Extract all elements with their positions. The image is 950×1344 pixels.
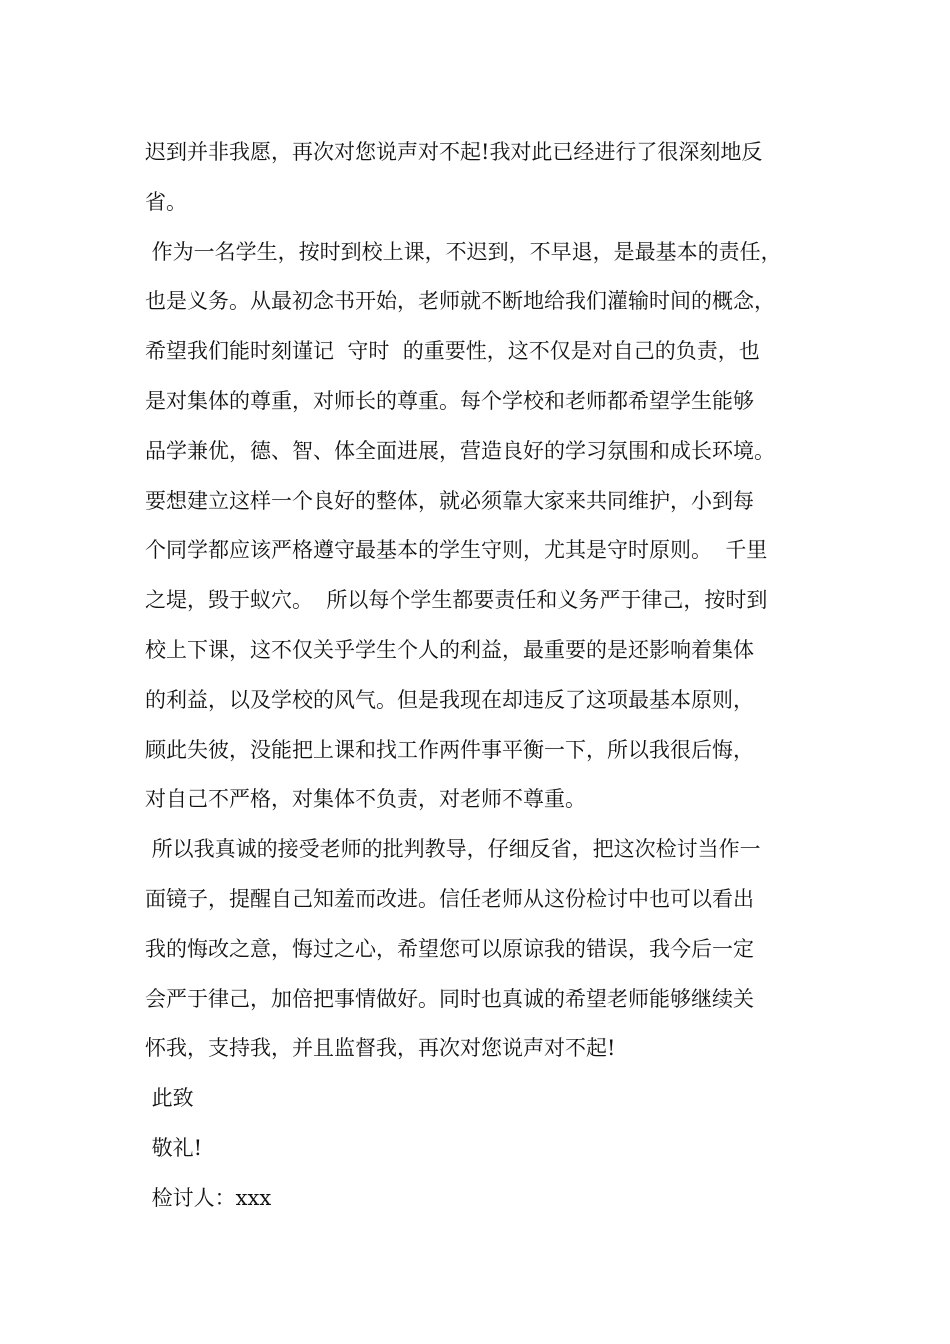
closing-regards: 敬礼!: [145, 1135, 203, 1160]
text-line: 要想建立这样一个良好的整体，就必须靠大家来共同维护，小到每: [145, 488, 754, 513]
text-line: 品学兼优，德、智、体全面进展，营造良好的学习氛围和成长环境。: [145, 438, 775, 463]
paragraph-start-line: 作为一名学生，按时到校上课，不迟到，不早退，是最基本的责任，: [145, 239, 782, 264]
text-line: 个同学都应该严格遵守最基本的学生守则，尤其是守时原则。 千里: [145, 538, 768, 563]
closing-salutation: 此致: [145, 1086, 194, 1111]
text-line: 是对集体的尊重，对师长的尊重。每个学校和老师都希望学生能够: [145, 388, 754, 413]
signature-line: 检讨人：xxx: [145, 1185, 272, 1210]
text-line: 会严于律己，加倍把事情做好。同时也真诚的希望老师能够继续关: [145, 986, 754, 1011]
letter-body: [145, 128, 835, 1224]
text-line: 面镜子，提醒自己知羞而改进。信任老师从这份检讨中也可以看出: [145, 886, 754, 911]
text-line: 校上下课，这不仅关乎学生个人的利益，最重要的是还影响着集体: [145, 637, 754, 662]
text-line: 怀我，支持我，并且监督我，再次对您说声对不起!: [145, 1036, 616, 1061]
text-line: 顾此失彼，没能把上课和找工作两件事平衡一下，所以我很后悔，: [145, 737, 754, 762]
text-line: 迟到并非我愿，再次对您说声对不起!我对此已经进行了很深刻地反: [145, 140, 763, 164]
text-line: 我的悔改之意，悔过之心，希望您可以原谅我的错误，我今后一定: [145, 936, 754, 961]
text-line: 也是义务。从最初念书开始，老师就不断地给我们灌输时间的概念，: [145, 289, 775, 314]
text-line: 省。: [145, 189, 187, 214]
text-line: 希望我们能时刻谨记 守时 的重要性，这不仅是对自己的负责，也: [145, 339, 760, 364]
text-line: 的利益，以及学校的风气。但是我现在却违反了这项最基本原则，: [145, 687, 754, 712]
paragraph-start-line: 所以我真诚的接受老师的批判教导，仔细反省，把这次检讨当作一: [145, 837, 761, 862]
text-line: 对自己不严格，对集体不负责，对老师不尊重。: [145, 787, 586, 812]
text-line: 之堤，毁于蚁穴。 所以每个学生都要责任和义务严于律己，按时到: [145, 588, 768, 613]
